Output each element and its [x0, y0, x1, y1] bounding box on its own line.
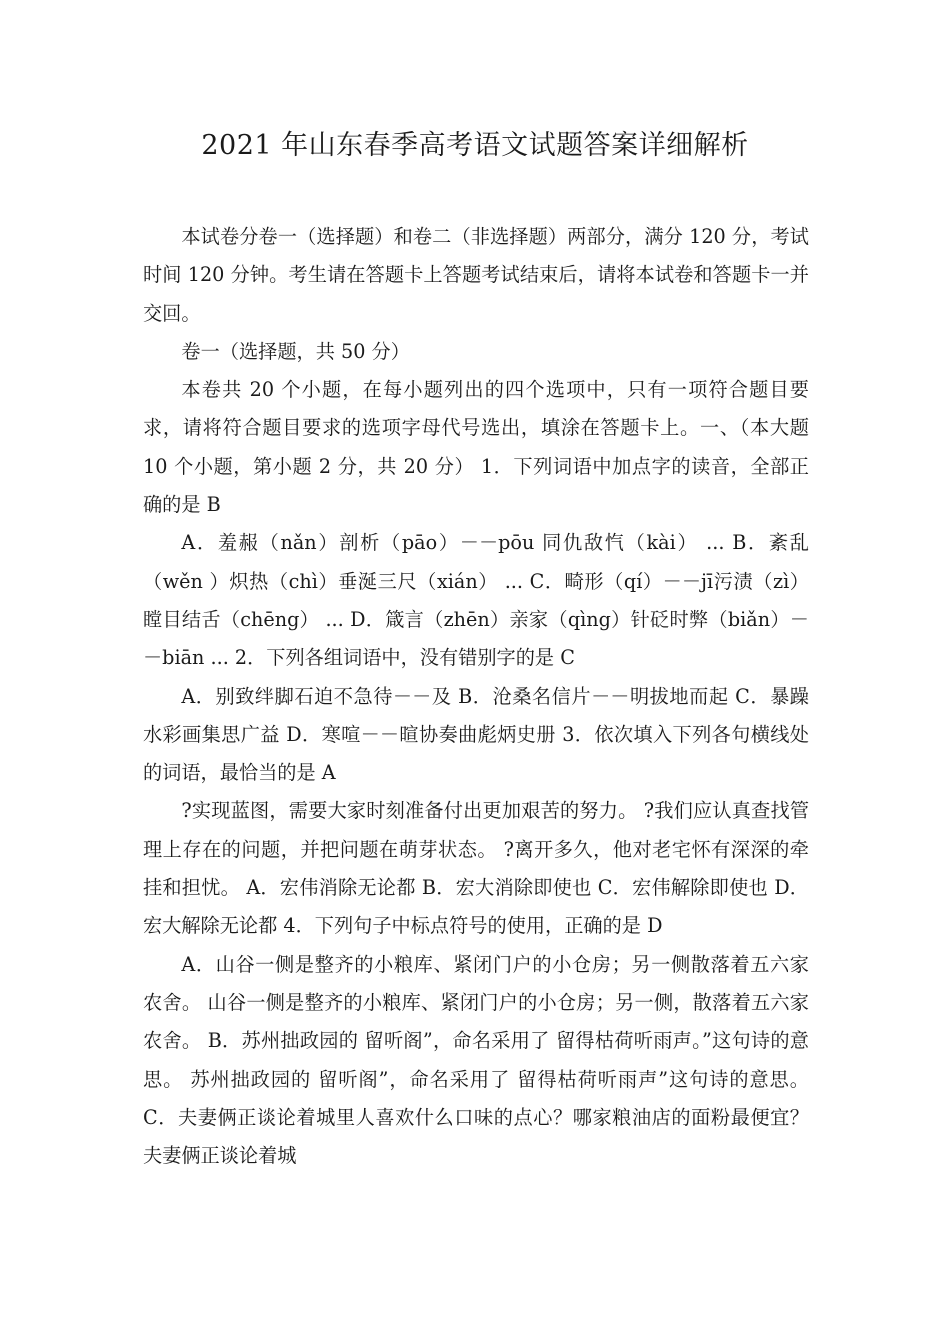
question-1-options: A．羞赧（nǎn）剖析（pāo）－－pōu 同仇敌忾（kài） ... B．紊乱（wěn ）炽热（chì）垂涎三尺（xián） ... C．畸形（qí）－－jī污渍（zì）瞠目结舌（chēng） ... D．箴言（zhēn）亲家（qìng）针砭时弊（biǎn）－－biān ... 2．下列各组词语中，没有错别字的是 C	[143, 531, 809, 670]
question-4-options: A．山谷一侧是整齐的小粮库、紧闭门户的小仓房；另一侧散落着五六家农舍。 山谷一侧是整齐的小粮库、紧闭门户的小仓房；另一侧，散落着五六家农舍。 B．苏州拙政园的 留听阁”，命名采用了 留得枯荷听雨声。”这句诗的意思。 苏州拙政园的 留听阁”，命名采用了 留得枯荷听雨声”这句诗的意思。 C．夫妻俩正谈论着城里人喜欢什么口味的点心？哪家粮油店的面粉最便宜？ 夫妻俩正谈论着城	[143, 952, 809, 1168]
question-3-content: ?实现蓝图，需要大家时刻准备付出更加艰苦的努力。 ?我们应认真查找管理上存在的问题，并把问题在萌芽状态。 ?离开多久，他对老宅怀有深深的牵挂和担忧。 A．宏伟消除无论都 B．宏大消除即使也 C．宏伟解除即使也 D．宏大解除无论都 4．下列句子中标点符号的使用，正确的是 D	[143, 799, 809, 938]
question-2-options: A．别致绊脚石迫不急待－－及 B．沧桑名信片－－明拔地而起 C．暴躁水彩画集思广益 D．寒喧－－暄协奏曲彪炳史册 3．依次填入下列各句横线处的词语，最恰当的是 A	[143, 684, 809, 785]
document-body	[143, 218, 809, 1175]
instructions-paragraph: 本卷共 20 个小题，在每小题列出的四个选项中，只有一项符合题目要求，请将符合题目要求的选项字母代号选出，填涂在答题卡上。一、（本大题 10 个小题，第小题 2 分，共 20 分） 1．下列词语中加点字的读音，全部正确的是 B	[143, 378, 809, 517]
intro-paragraph: 本试卷分卷一（选择题）和卷二（非选择题）两部分，满分 120 分，考试时间 120 分钟。考生请在答题卡上答题考试结束后，请将本试卷和答题卡一并交回。	[143, 225, 809, 325]
document-title: 2021 年山东春季高考语文试题答案详细解析	[201, 130, 749, 161]
section-heading: 卷一（选择题，共 50 分）	[181, 339, 410, 363]
